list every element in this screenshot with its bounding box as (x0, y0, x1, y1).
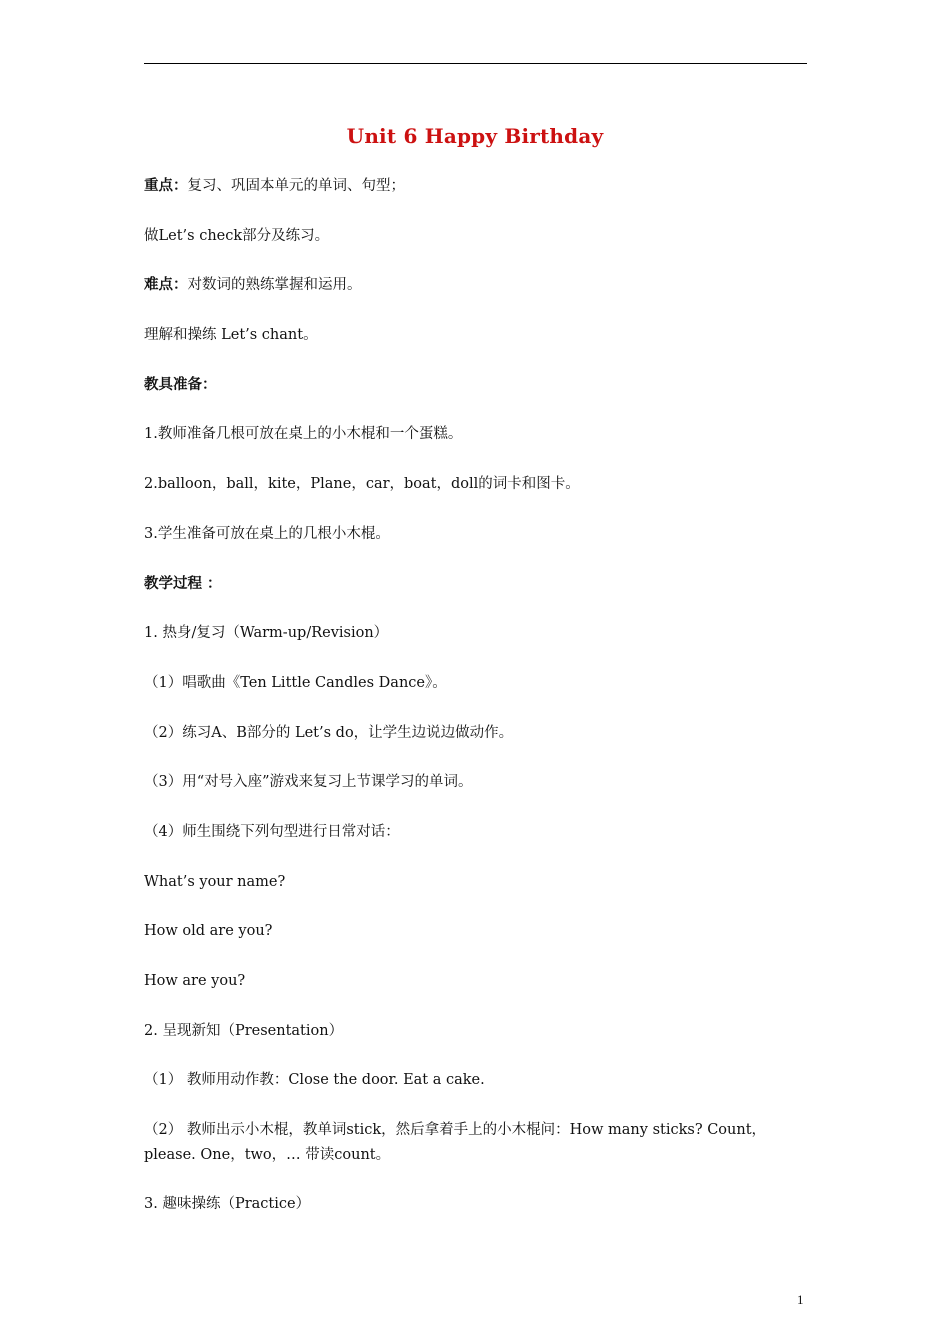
step3-heading: 3. 趣味操练（Practice） (144, 1196, 311, 1213)
dialogue-line: How are you? (144, 973, 246, 989)
step2-item: （1） 教师用动作教：Close the door. Eat a cake. (144, 1072, 485, 1089)
difficulty-label: 难点： (144, 277, 188, 294)
step1-item: （4）师生围绕下列句型进行日常对话： (144, 823, 400, 840)
document-title: Unit 6 Happy Birthday (346, 124, 604, 148)
key-point-label: 重点： (144, 178, 188, 194)
key-point-line-2: 做Let’s check部分及练习。 (144, 227, 330, 244)
step1-heading: 1. 热身/复习（Warm-up/Revision） (144, 625, 389, 642)
step1-item: （3）用“对号入座”游戏来复习上节课学习的单词。 (144, 774, 473, 791)
materials-heading: 教具准备： (144, 376, 217, 393)
key-point-text: 复习、巩固本单元的单词、句型； (187, 178, 405, 194)
document-body (144, 174, 808, 1242)
dialogue-line: What’s your name? (144, 873, 286, 890)
key-point-line (144, 174, 808, 224)
process-heading: 教学过程 ： (144, 575, 222, 592)
difficulty-text: 对数词的熟练掌握和运用。 (187, 277, 362, 294)
material-item: 3.学生准备可放在桌上的几根小木棍。 (144, 525, 390, 542)
step1-item: （2）练习A、B部分的 Let’s do，让学生边说边做动作。 (144, 724, 514, 741)
material-item: 2.balloon，ball，kite，Plane，car，boat，doll的词卡和图卡。 (144, 476, 580, 493)
step2-heading: 2. 呈现新知（Presentation） (144, 1022, 344, 1039)
material-item: 1.教师准备几根可放在桌上的小木棍和一个蛋糕。 (144, 426, 463, 443)
step1-item: （1）唱歌曲《Ten Little Candles Dance》。 (144, 674, 447, 691)
dialogue-line: How old are you? (144, 923, 273, 940)
header-rule (144, 63, 807, 64)
step2-item: （2） 教师出示小木棍，教单词stick，然后拿着手上的小木棍问：How many sticks? Count，please. One，two，… 带读count。 (144, 1122, 767, 1164)
difficulty-line (144, 273, 808, 323)
difficulty-line-2: 理解和操练 Let’s chant。 (144, 327, 318, 344)
page-number: 1 (797, 1292, 804, 1307)
